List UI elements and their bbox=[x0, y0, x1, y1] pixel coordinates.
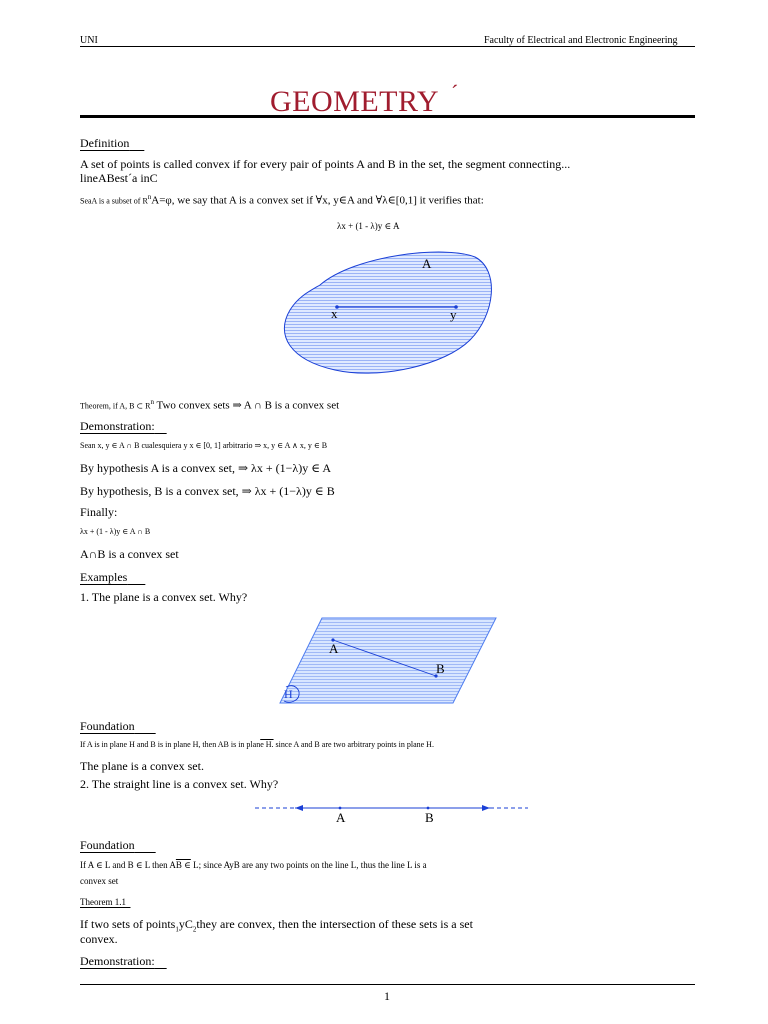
demonstration-heading: Demonstration: bbox=[80, 419, 155, 433]
footer-rule bbox=[80, 984, 695, 985]
label-b: B bbox=[425, 810, 434, 825]
arrow-right bbox=[482, 805, 490, 811]
page-title-text: GEOMETRY bbox=[270, 85, 439, 118]
foundation2-text: If A ∈ L and B ∈ L then AB ∈ L; since AyB are any two points on the line L, thus the line L is a bbox=[80, 860, 427, 870]
foundation-line3: 2. The straight line is a convex set. Why? bbox=[80, 777, 279, 791]
foundation-text: If A is in plane H and B is in plane H, then AB is in plane H. since A and B are two arbitrary points in plane H. bbox=[80, 740, 434, 749]
label-a: A bbox=[336, 810, 346, 825]
title-accent: ´ bbox=[451, 80, 459, 105]
convex-set-figure bbox=[280, 245, 500, 380]
arrow-left bbox=[295, 805, 303, 811]
header-right: Faculty of Electrical and Electronic Engineering bbox=[484, 35, 678, 46]
demonstration-line1: Sean x, y ∈ A ∩ B cualesquiera y x ∈ [0, 1] arbitrario ⇒ x, y ∈ A ∧ x, y ∈ B bbox=[80, 441, 328, 450]
point-a bbox=[339, 807, 342, 810]
foundation-line2: The plane is a convex set. bbox=[80, 759, 204, 773]
header-left: UNI bbox=[80, 35, 98, 46]
plane-region bbox=[280, 618, 496, 703]
definition-line1: A set of points is called convex if for every pair of points A and B in the set, the segment connecting... bbox=[80, 157, 571, 171]
examples-heading: Examples bbox=[80, 570, 128, 584]
foundation-heading: Foundation bbox=[80, 719, 135, 733]
line-figure bbox=[250, 800, 535, 830]
definition-line2: lineABest´a inC bbox=[80, 171, 158, 185]
label-a: A bbox=[329, 641, 339, 656]
examples-item1: 1. The plane is a convex set. Why? bbox=[80, 590, 248, 604]
convex-region bbox=[284, 252, 491, 373]
foundation2-text-line2: convex set bbox=[80, 876, 119, 886]
demonstration-line2: By hypothesis A is a convex set, ⇒ λx + (1−λ)y ∈ A bbox=[80, 461, 332, 475]
demonstration2-heading: Demonstration: bbox=[80, 954, 155, 968]
demonstration-line3: By hypothesis, B is a convex set, ⇒ λx + (1−λ)y ∈ B bbox=[80, 484, 335, 498]
label-b: B bbox=[436, 661, 445, 676]
theorem-line: Theorem, if A, B ⊂ $R^n$ Two convex sets ⇒ A ∩ B is a convex set bbox=[80, 398, 340, 412]
theorem11-line1: If two sets of $points_1yC_2they$ are convex, then the intersection of these sets is a set bbox=[80, 917, 473, 934]
foundation2-heading: Foundation bbox=[80, 838, 135, 852]
definition-formula: λx + (1 - λ)y ∈ A bbox=[337, 221, 400, 231]
label-y: y bbox=[450, 307, 457, 322]
plane-figure bbox=[278, 615, 500, 707]
definition-heading: Definition bbox=[80, 136, 130, 150]
label-a: A bbox=[422, 256, 432, 271]
label-h: H bbox=[284, 687, 293, 701]
page-number: 1 bbox=[384, 989, 390, 1003]
point-b bbox=[427, 807, 430, 810]
label-x: x bbox=[331, 306, 338, 321]
theorem11-heading: Theorem 1.1 bbox=[80, 897, 126, 907]
theorem11-line2: convex. bbox=[80, 932, 118, 946]
header-rule bbox=[80, 46, 695, 47]
demonstration-line4: Finally: bbox=[80, 505, 118, 519]
demonstration-line5: λx + (1 - λ)y ∈ A ∩ B bbox=[80, 527, 151, 536]
title-rule bbox=[80, 115, 695, 118]
definition-line3: SeaA is a subset of $R^nA=\varphi$, we say that A is a convex set if ∀x, y∈A and ∀λ∈[0,1] it verifies that: bbox=[80, 193, 484, 207]
page-title bbox=[270, 80, 459, 119]
demonstration-line6: A∩B is a convex set bbox=[80, 547, 179, 561]
